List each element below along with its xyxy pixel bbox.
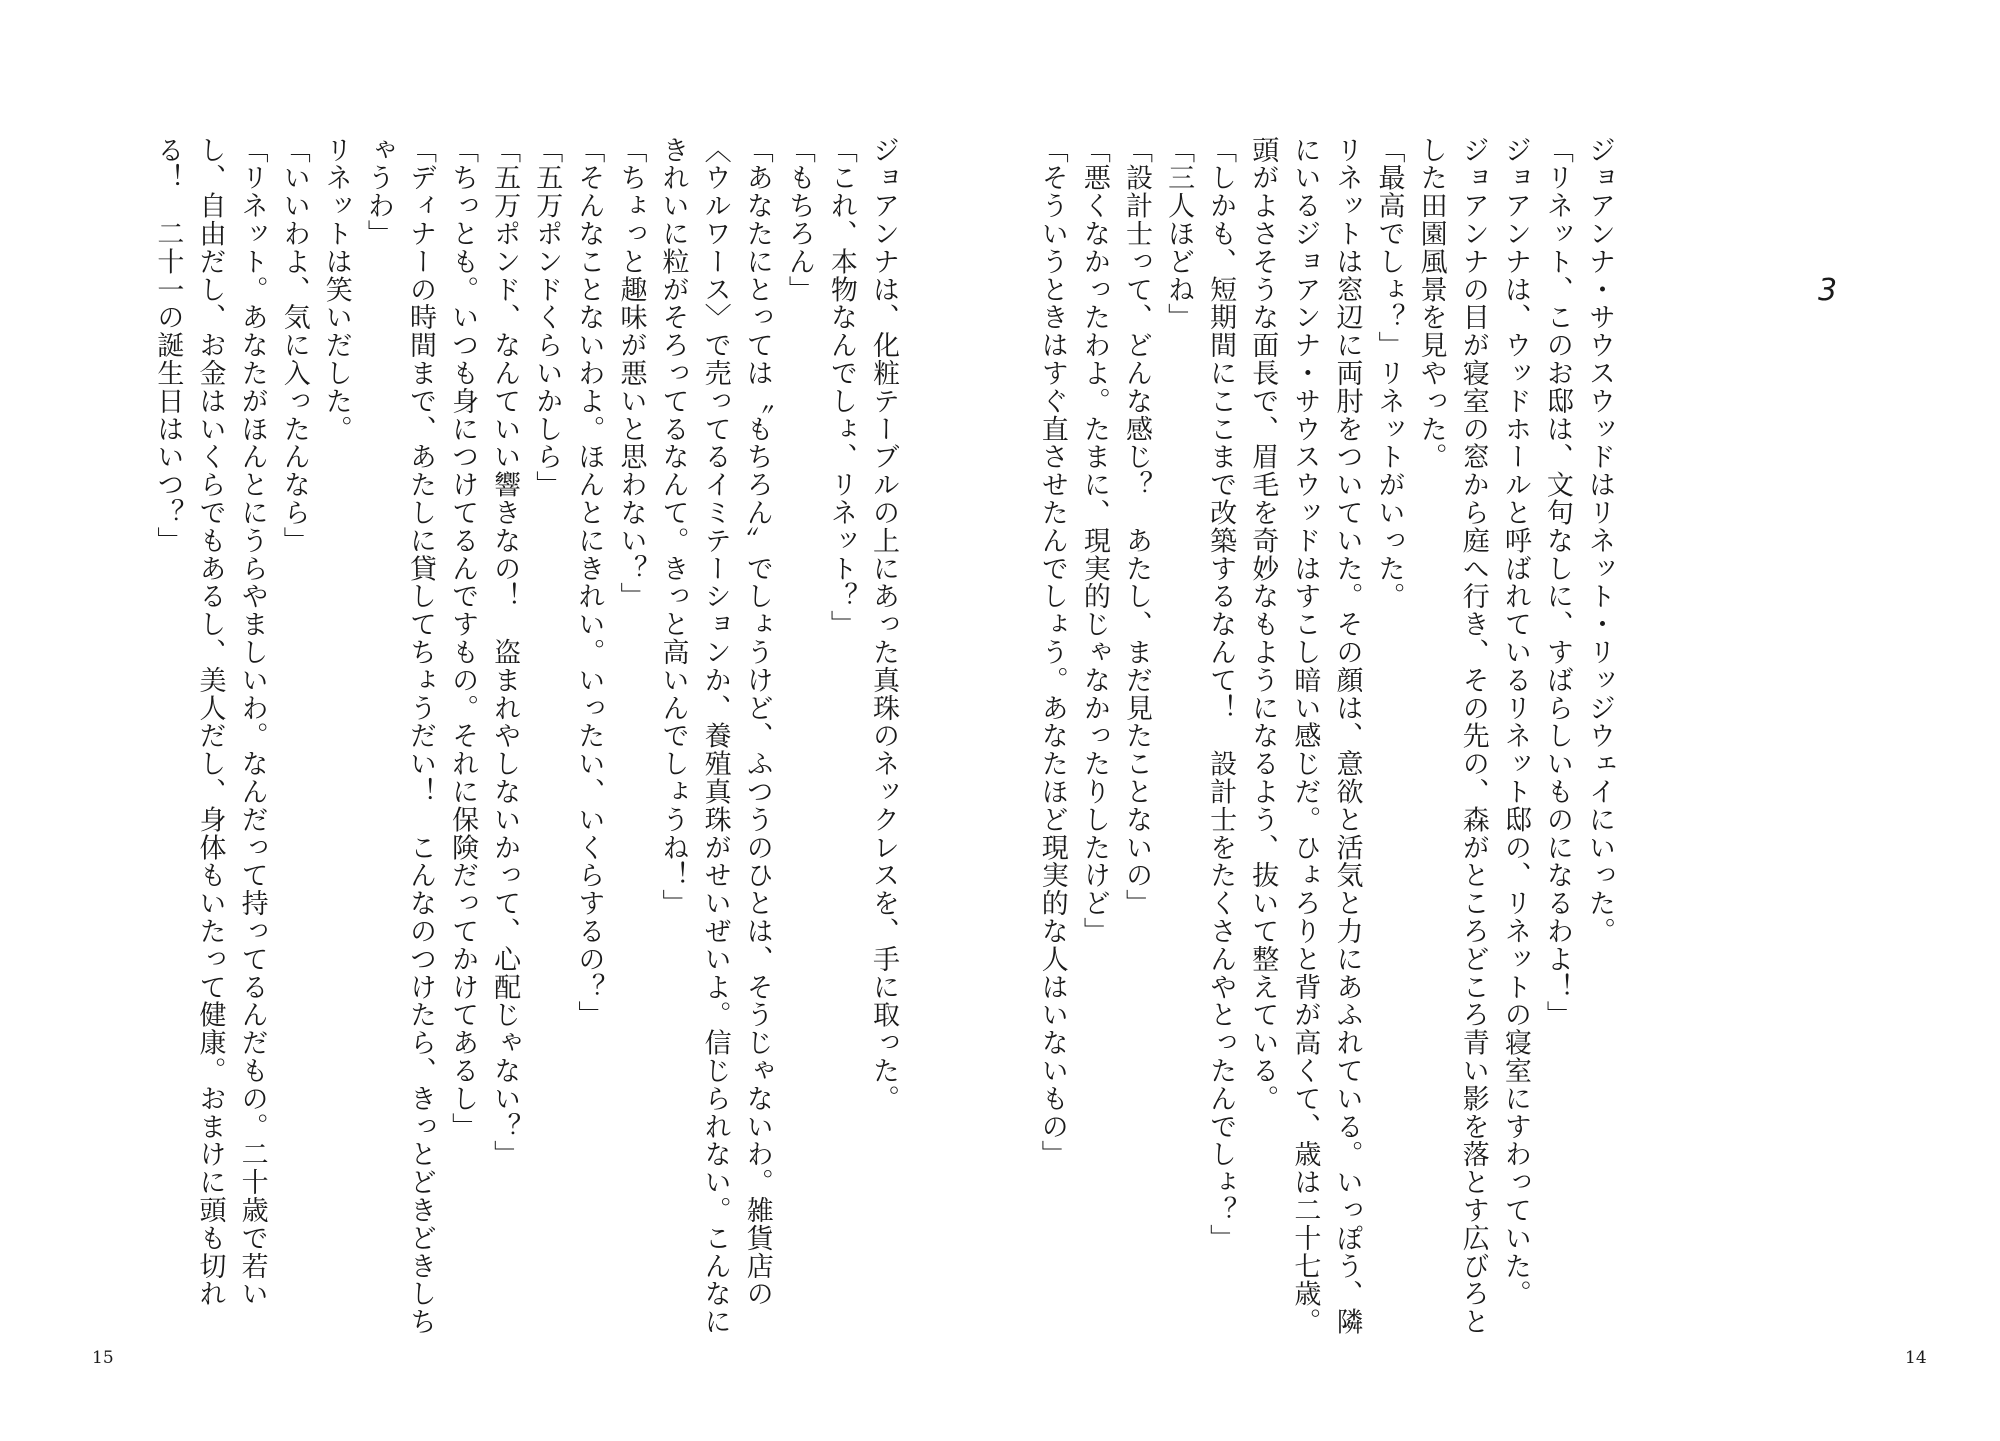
paragraph: 「設計士って、どんな感じ？ あたし、まだ見たことないの」 — [1120, 136, 1152, 918]
paragraph: リネットは窓辺に両肘をついていた。その顔は、意欲と活気と力にあふれている。いっぽう、隣にいるジョアンナ・サウスウッドはすこし暗い感じだ。ひょろりと背が高くて、歳は二十七歳。頭がよさそうな面長で、眉毛を奇妙なもようになるよう、抜いて整えている。 — [1247, 136, 1363, 1336]
paragraph: 「五万ポンド、なんていい響きなの！ 盗まれやしないかって、心配じゃない？」 — [489, 136, 521, 1169]
right-page — [1000, 0, 2000, 1441]
paragraph: 「もちろん」 — [783, 136, 815, 304]
right-page-text — [1036, 136, 1620, 1351]
page-number-left: 15 — [92, 1348, 114, 1368]
paragraph: 「リネット、このお邸は、文句なしに、すばらしいものになるわよ！」 — [1541, 136, 1573, 1029]
left-page-text — [82, 136, 904, 1351]
chapter-number: 3 — [1818, 273, 1838, 308]
paragraph: 「あなたにとっては〝もちろん〟でしょうけど、ふつうのひとは、そうじゃないわ。雑貨店の〈ウルワース〉で売ってるイミテーションか、養殖真珠がせいぜいよ。信じられない。こんなにきれいに粒がそろってるなんて。きっと高いんでしょうね！」 — [657, 136, 773, 1336]
paragraph: 「これ、本物なんでしょ、リネット？」 — [825, 136, 857, 639]
paragraph: 「しかも、短期間にここまで改築するなんて！ 設計士をたくさんやとったんでしょ？」 — [1205, 136, 1237, 1252]
paragraph: 「最高でしょ？」リネットがいった。 — [1373, 136, 1405, 611]
paragraph: 「ちっとも。いつも身につけてるんですもの。それに保険だってかけてあるし」 — [447, 136, 479, 1141]
paragraph: 「五万ポンドくらいかしら」 — [531, 136, 563, 499]
paragraph: 「そんなことないわよ。ほんとにきれい。いったい、いくらするの？」 — [573, 136, 605, 1029]
paragraph: 「ディナーの時間まで、あたしに貸してちょうだい！ こんなのつけたら、きっとどきどきしちゃうわ」 — [362, 136, 436, 1336]
paragraph: 「リネット。あなたがほんとにうらやましいわ。なんだって持ってるんだもの。二十歳で若いし、自由だし、お金はいくらでもあるし、美人だし、身体もいたって健康。おまけに頭も切れる！ 二十一の誕生日はいつ？」 — [152, 136, 268, 1308]
paragraph: 「悪くなかったわよ。たまに、現実的じゃなかったりしたけど」 — [1078, 136, 1110, 946]
paragraph: リネットは笑いだした。 — [320, 136, 352, 443]
paragraph: ジョアンナの目が寝室の窓から庭へ行き、その先の、森がところどころ青い影を落とす広びろとした田園風景を見やった。 — [1415, 136, 1489, 1336]
paragraph: 「ちょっと趣味が悪いと思わない？」 — [615, 136, 647, 611]
paragraph: 「いいわよ、気に入ったんなら」 — [278, 136, 310, 555]
page-number-right: 14 — [1905, 1348, 1927, 1368]
paragraph: ジョアンナ・サウスウッドはリネット・リッジウェイにいった。 — [1584, 136, 1615, 946]
paragraph: 「三人ほどね」 — [1163, 136, 1195, 332]
paragraph: ジョアンナは、化粧テーブルの上にあった真珠のネックレスを、手に取った。 — [868, 136, 899, 1113]
paragraph: 「そういうときはすぐ直させたんでしょう。あなたほど現実的な人はいないもの」 — [1036, 136, 1068, 1169]
paragraph: ジョアンナは、ウッドホールと呼ばれているリネット邸の、リネットの寝室にすわっていた。 — [1499, 136, 1531, 1308]
